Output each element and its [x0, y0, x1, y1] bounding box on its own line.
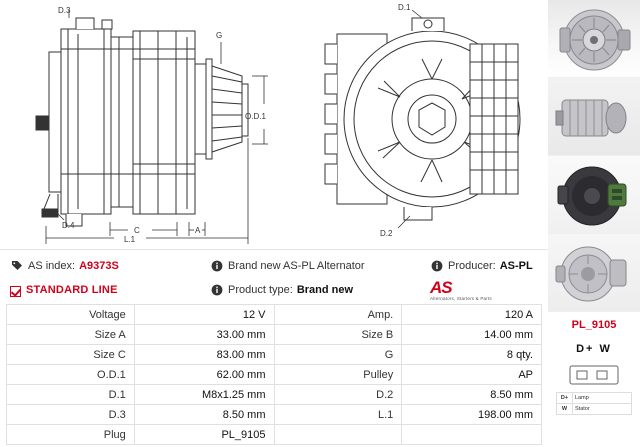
product-type-label: Product type: [228, 284, 293, 296]
tag-icon [10, 260, 23, 273]
terminal-key: W [557, 404, 573, 415]
spec-label: L.1 [274, 405, 402, 425]
spec-label: Amp. [274, 305, 402, 325]
spec-label: Pulley [274, 365, 402, 385]
producer-label: Producer: [448, 260, 496, 272]
callout-g: G [216, 31, 223, 40]
terminal-labels: D+ W [576, 343, 612, 355]
specification-table [6, 304, 542, 445]
spec-value: 83.00 mm [134, 345, 274, 365]
as-index-value: A9373S [79, 260, 119, 272]
product-info-bar [0, 250, 548, 302]
alternator-side-view-drawing [6, 4, 284, 246]
plug-code: PL_9105 [571, 319, 617, 331]
as-index-cell [10, 260, 210, 273]
spec-label: D.1 [7, 385, 135, 405]
callout-od1: O.D.1 [245, 112, 266, 121]
spec-value: 33.00 mm [134, 325, 274, 345]
spec-value: 14.00 mm [402, 325, 542, 345]
list-item [557, 404, 632, 415]
spec-label: Size B [274, 325, 402, 345]
table-row [7, 305, 542, 325]
terminal-desc: Lamp [573, 393, 632, 404]
info-icon [210, 260, 223, 273]
producer-cell [430, 260, 538, 273]
table-row [7, 405, 542, 425]
product-photo-rail [548, 0, 640, 447]
alternator-front-view-drawing [292, 4, 542, 246]
spec-value: M8x1.25 mm [134, 385, 274, 405]
checkbox-icon [10, 286, 21, 297]
callout-d1: D.1 [398, 4, 411, 12]
callout-d2: D.2 [380, 229, 393, 238]
info-icon-type [210, 284, 223, 297]
spec-value: 62.00 mm [134, 365, 274, 385]
info-row-bottom [10, 277, 538, 301]
standard-line-cell [10, 284, 210, 296]
producer-value: AS-PL [499, 260, 533, 272]
brand-text: Brand new AS-PL Alternator [228, 260, 365, 272]
spec-value: 8.50 mm [134, 405, 274, 425]
table-row [7, 385, 542, 405]
as-index-label: AS index: [28, 260, 76, 272]
spec-label [274, 425, 402, 445]
callout-l1: L.1 [124, 235, 136, 244]
table-row [7, 365, 542, 385]
table-row [7, 325, 542, 345]
info-row-top [10, 256, 538, 276]
list-item [557, 393, 632, 404]
spec-label: Voltage [7, 305, 135, 325]
spec-value: PL_9105 [134, 425, 274, 445]
standard-line-label: STANDARD LINE [26, 284, 118, 296]
product-type-value: Brand new [296, 284, 354, 296]
spec-value [402, 425, 542, 445]
table-row [7, 345, 542, 365]
product-photo-angle[interactable] [548, 234, 640, 312]
product-photo-side[interactable] [548, 78, 640, 156]
spec-value: 198.00 mm [402, 405, 542, 425]
callout-c: C [134, 226, 140, 235]
info-icon-producer [430, 260, 443, 273]
terminal-legend-table [556, 392, 632, 415]
as-logo-text: AS [430, 277, 452, 297]
spec-value: 120 A [402, 305, 542, 325]
plug-diagram [548, 360, 640, 390]
spec-value: 8.50 mm [402, 385, 542, 405]
as-pl-logo [430, 279, 538, 302]
spec-value: 8 qty. [402, 345, 542, 365]
spec-label: D.2 [274, 385, 402, 405]
as-logo-subtext: Alternators, Starters & Parts [430, 295, 492, 301]
terminal-key: D+ [557, 393, 573, 404]
spec-label: D.3 [7, 405, 135, 425]
product-photo-rear[interactable] [548, 156, 640, 234]
spec-label: G [274, 345, 402, 365]
callout-a: A [195, 226, 201, 235]
spec-label: Plug [7, 425, 135, 445]
table-row [7, 425, 542, 445]
spec-label: Size A [7, 325, 135, 345]
product-type-cell [210, 284, 430, 297]
product-photo-front[interactable] [548, 0, 640, 78]
callout-d3: D.3 [58, 6, 71, 15]
terminal-desc: Stator [573, 404, 632, 415]
brand-cell [210, 260, 430, 273]
spec-label: O.D.1 [7, 365, 135, 385]
spec-label: Size C [7, 345, 135, 365]
callout-d4: D.4 [62, 221, 75, 230]
spec-value: 12 V [134, 305, 274, 325]
spec-value: AP [402, 365, 542, 385]
technical-drawings [0, 0, 548, 250]
